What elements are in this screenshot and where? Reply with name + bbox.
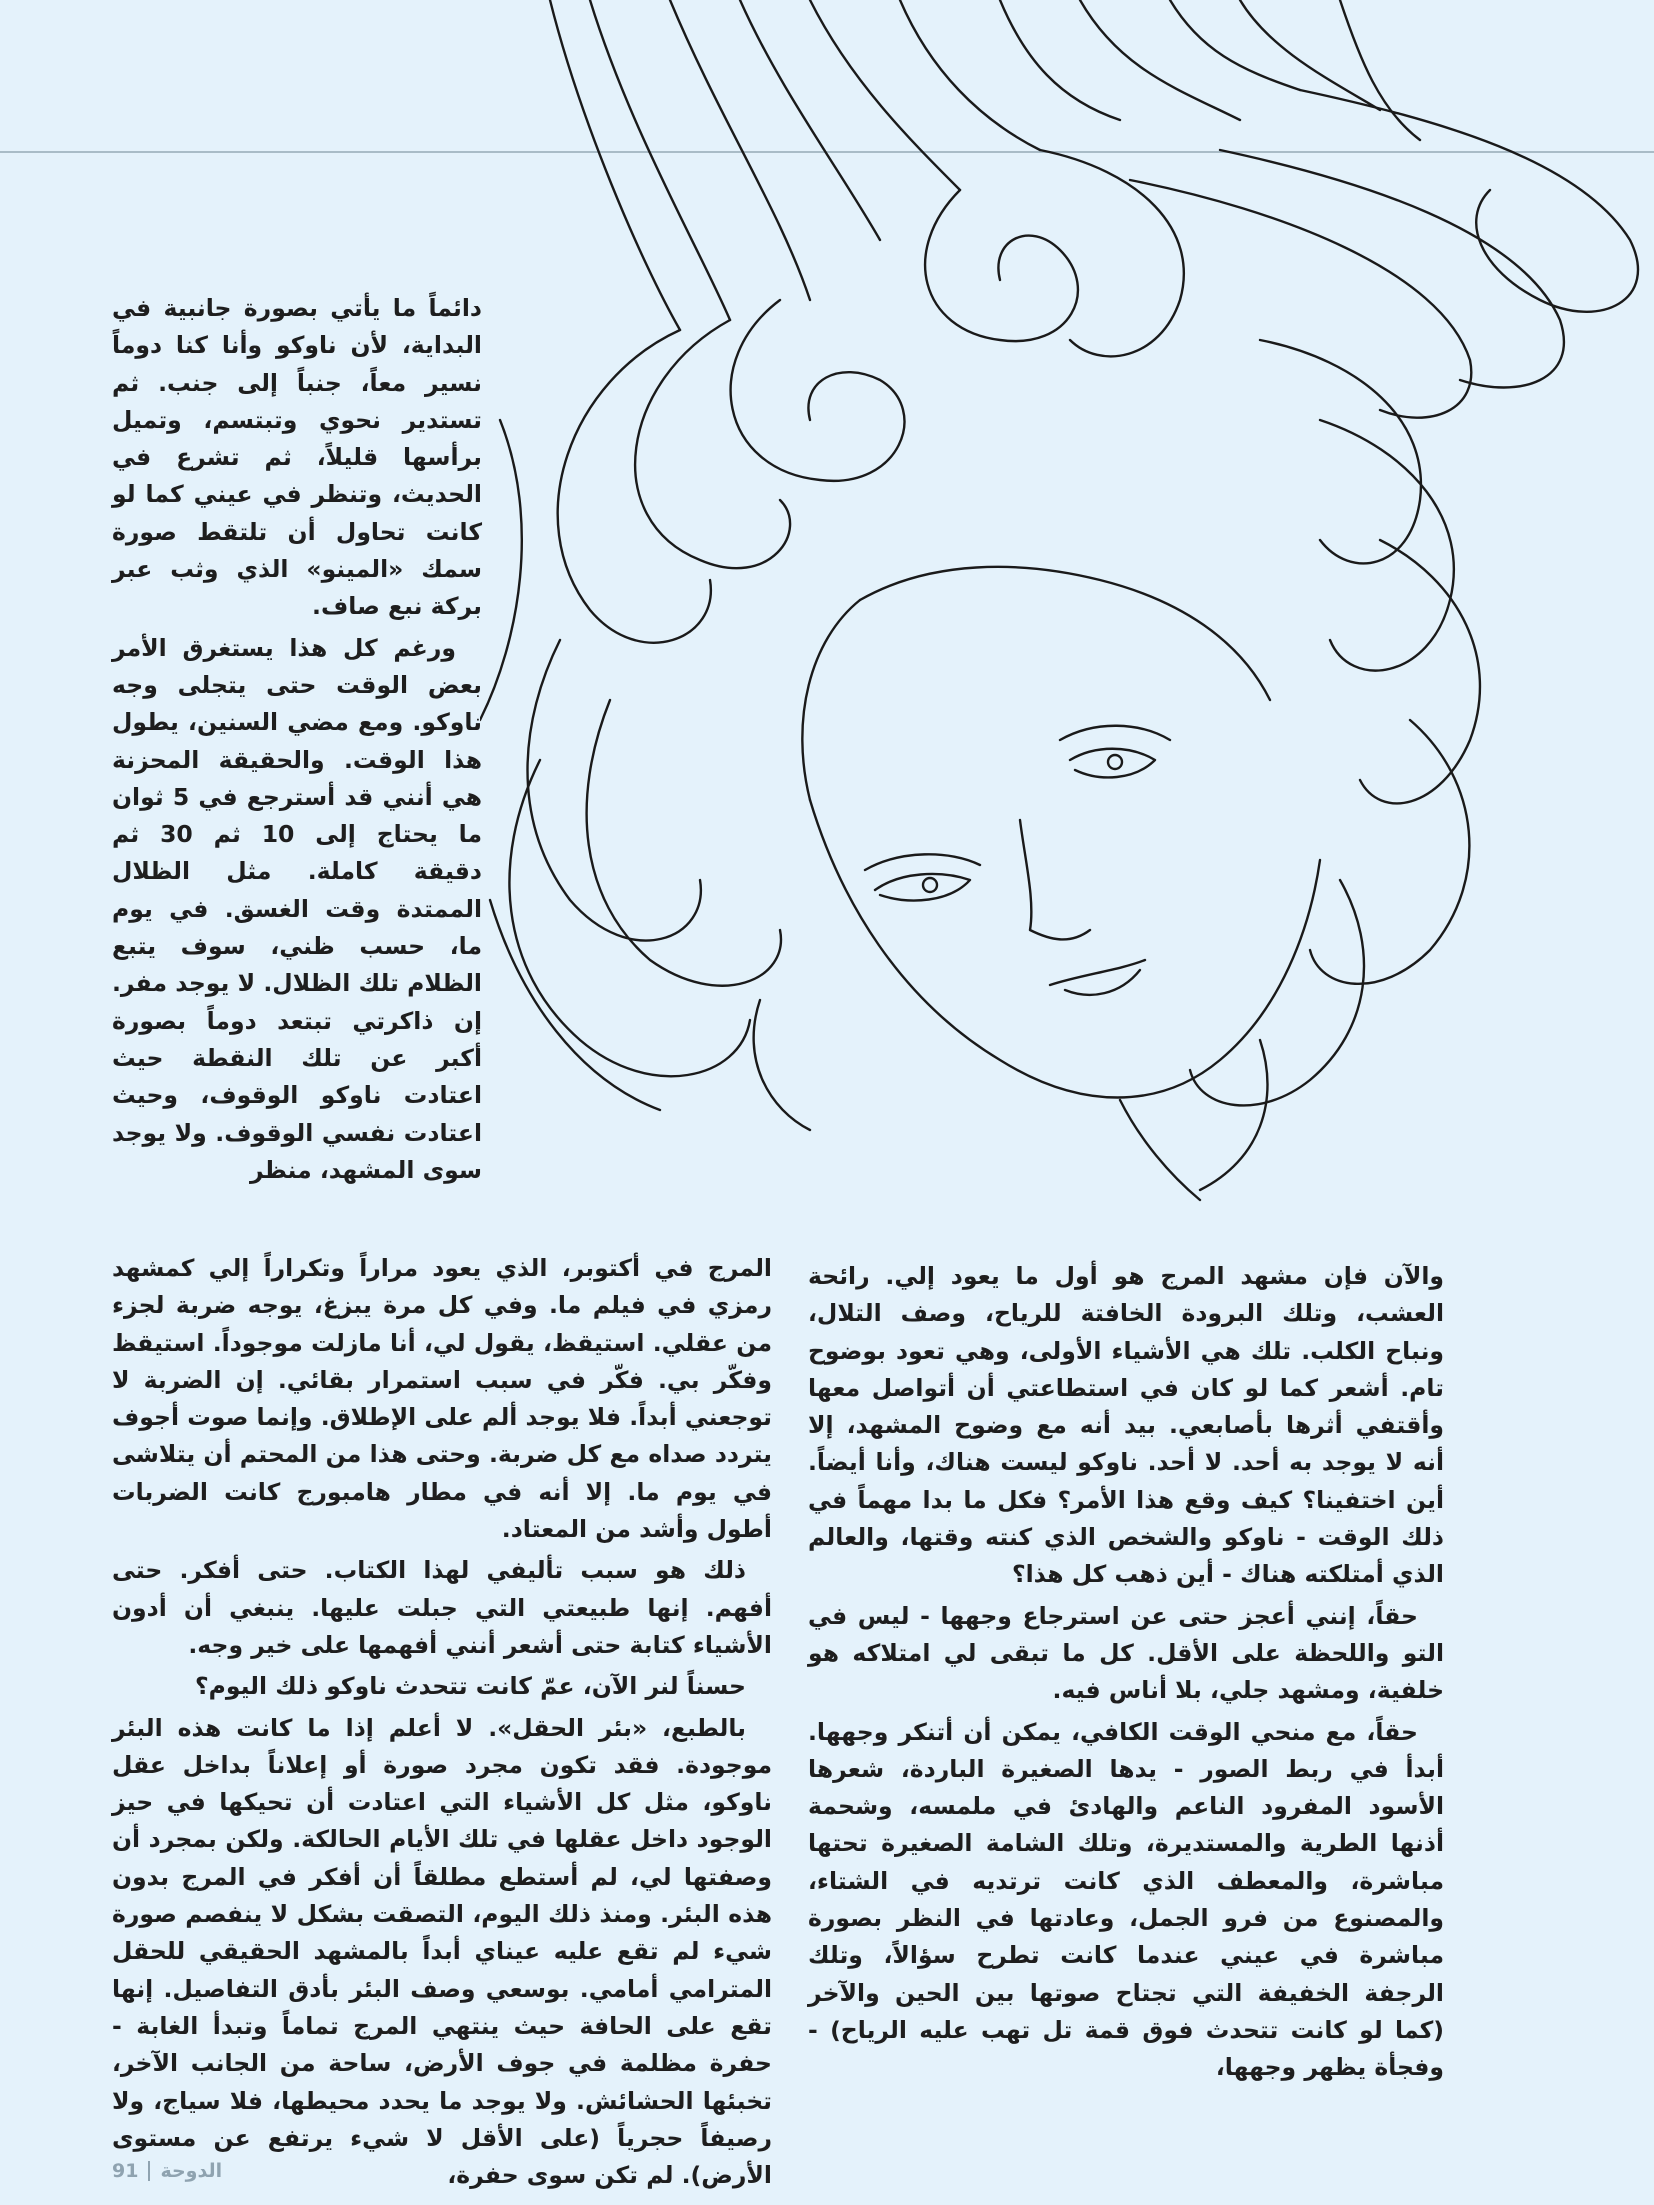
paragraph: حقاً، مع منحي الوقت الكافي، يمكن أن أتنكر وجهها. أبدأ في ربط الصور - يدها الصغيرة الباردة، شعرها الأسود المفرود الناعم والهادئ في ملمسه، وشحمة أذنها الطرية والمستديرة، وتلك الشامة الصغيرة تحتها مباشرة، والمعطف الذي كانت ترتديه في الشتاء، والمصنوع من فرو الجمل، وعادتها في النظر بصورة مباشرة في عيني عندما كانت تطرح سؤالاً، وتلك الرجفة الخفيفة التي تجتاح صوتها بين الحين والآخر (كما لو كانت تتحدث فوق قمة تل تهب عليه الرياح) - وفجأة يظهر وجهها، bbox=[808, 1717, 1444, 2082]
hair-face-line-drawing bbox=[480, 0, 1654, 1215]
paragraph: المرج في أكتوبر، الذي يعود مراراً وتكراراً إلي كمشهد رمزي في فيلم ما. وفي كل مرة يبزغ، يوجه ضربة لجزء من عقلي. استيقظ، يقول لي، أنا مازلت موجوداً. استيقظ وفكّر بي. فكّر في سبب استمرار بقائي. إن الضربة لا توجعني أبداً. فلا يوجد ألم على الإطلاق. وإنما صوت أجوف يتردد صداه مع كل ضربة. وحتى هذا من المحتم أن يتلاشى في يوم ما. إلا أنه في مطار هامبورج كانت الضربات أطول وأشد من المعتاد. bbox=[112, 1254, 772, 1544]
paragraph: حقاً، إنني أعجز حتى عن استرجاع وجهها - ليس في التو واللحظة على الأقل. كل ما تبقى لي امتلاكه هو خلفية، ومشهد جلي، بلا أناس فيه. bbox=[808, 1601, 1444, 1705]
paragraph: دائماً ما يأتي بصورة جانبية في البداية، لأن ناوكو وأنا كنا دوماً نسير معاً، جنباً إلى جنب. ثم تستدير نحوي وتبتسم، وتميل برأسها قليلاً، ثم تشرع في الحديث، وتنظر في عيني كما لو كانت تحاول أن تلتقط صورة سمك «المينو» الذي وثب عبر بركة نبع صاف. bbox=[112, 294, 482, 621]
page-footer bbox=[112, 2160, 222, 2182]
article-column-right bbox=[808, 1258, 1444, 2091]
article-column-upper-left bbox=[112, 290, 482, 1193]
article-column-lower-left bbox=[112, 1250, 772, 2198]
paragraph: حسناً لنر الآن، عمّ كانت تتحدث ناوكو ذلك اليوم؟ bbox=[195, 1672, 746, 1701]
paragraph: ورغم كل هذا يستغرق الأمر بعض الوقت حتى يتجلى وجه ناوكو. ومع مضي السنين، يطول هذا الوقت. والحقيقة المحزنة هي أنني قد أسترجع في 5 ثوان ما يحتاج إلى 10 ثم 30 ثم دقيقة كاملة. مثل الظلال الممتدة وقت الغسق. في يوم ما، حسب ظني، سوف يتبع الظلام تلك الظلال. لا يوجد مفر. إن ذاكرتي تبتعد دوماً بصورة أكبر عن تلك النقطة حيث اعتادت ناوكو الوقوف، وحيث اعتادت نفسي الوقوف. ولا يوجد سوى المشهد، منظر bbox=[112, 633, 483, 1184]
paragraph: بالطبع، «بئر الحقل». لا أعلم إذا ما كانت هذه البئر موجودة. فقد تكون مجرد صورة أو إعلاناً بداخل عقل ناوكو، مثل كل الأشياء التي اعتادت أن تحيكها في حيز الوجود داخل عقلها في تلك الأيام الحالكة. ولكن بمجرد أن وصفتها لي، لم أستطع مطلقاً أن أفكر في المرج بدون هذه البئر. ومنذ ذلك اليوم، التصقت بشكل لا ينفصم صورة شيء لم تقع عليه عيناي أبداً بالمشهد الحقيقي للحقل المترامي أمامي. بوسعي وصف البئر بأدق التفاصيل. إنها تقع على الحافة حيث ينتهي المرج تماماً وتبدأ الغابة - حفرة مظلمة في جوف الأرض، ساحة من الجانب الآخر، تخبئها الحشائش. ولا يوجد ما يحدد محيطها، فلا سياج، ولا رصيفاً حجرياً (على الأقل لا شيء يرتفع عن مستوى الأرض). لم تكن سوى حفرة، bbox=[112, 1713, 772, 2190]
footer-divider bbox=[148, 2161, 150, 2181]
portrait-illustration bbox=[480, 0, 1654, 1215]
paragraph: والآن فإن مشهد المرج هو أول ما يعود إلي. رائحة العشب، وتلك البرودة الخافتة للرياح، وصف التلال، ونباح الكلب. تلك هي الأشياء الأولى، وهي تعود بوضوح تام. أشعر كما لو كان في استطاعتي أن أتواصل معها وأقتفي أثرها بأصابعي. بيد أنه مع وضوح المشهد، إلا أنه لا يوجد به أحد. لا أحد. ناوكو ليست هناك، وأنا أيضاً. أين اختفينا؟ كيف وقع هذا الأمر؟ فكل ما بدا مهماً في ذلك الوقت - ناوكو والشخص الذي كنته وقتها، والعالم الذي أمتلكته هناك - أين ذهب كل هذا؟ bbox=[808, 1262, 1444, 1589]
page-number: 91 bbox=[112, 2160, 139, 2182]
paragraph: ذلك هو سبب تأليفي لهذا الكتاب. حتى أفكر. حتى أفهم. إنها طبيعتي التي جبلت عليها. ينبغي أن أدون الأشياء كتابة حتى أشعر أنني أفهمها على خير وجه. bbox=[112, 1556, 772, 1659]
magazine-name: الدوحة bbox=[160, 2160, 223, 2182]
